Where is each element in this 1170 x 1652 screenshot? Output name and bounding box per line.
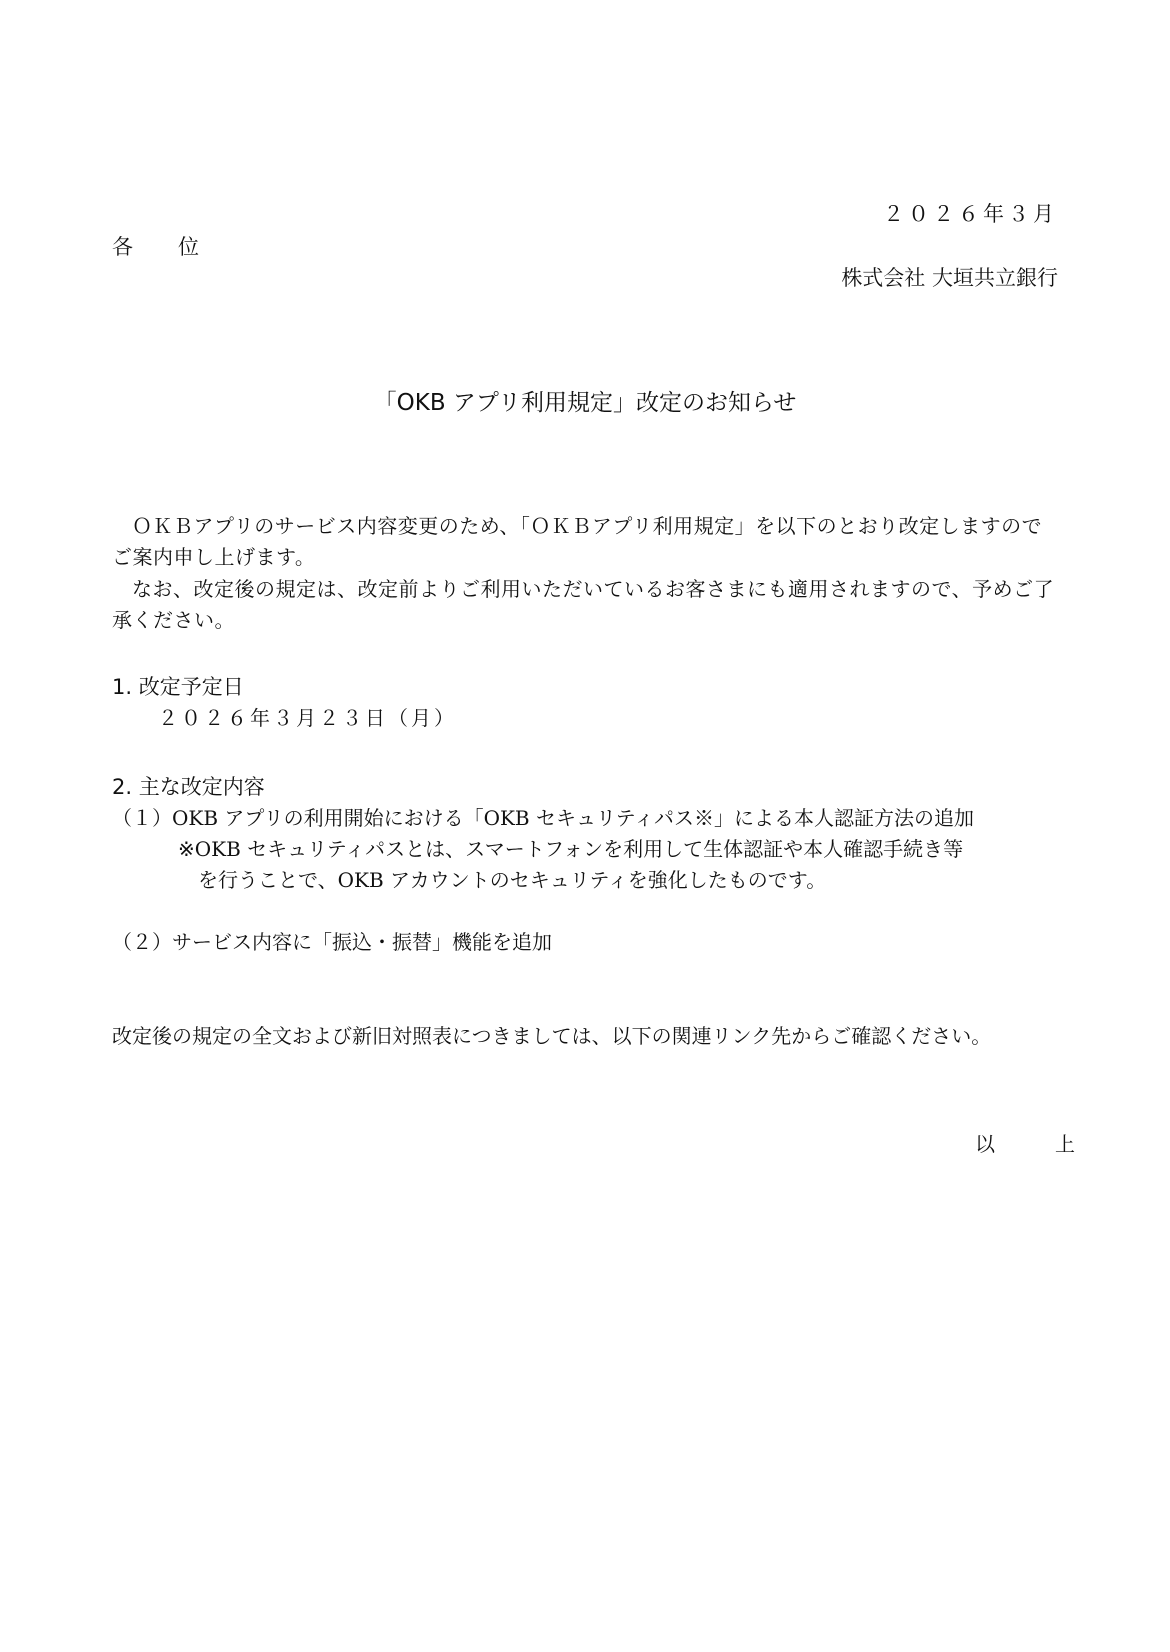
end-mark: 以 上 xyxy=(975,1132,1095,1156)
revision-item-1: （１）OKB アプリの利用開始における「OKB セキュリティパス※」による本人認証方法の追加 xyxy=(112,806,974,830)
intro-paragraph-2: なお、改定後の規定は、改定前よりご利用いただいているお客さまにも適用されますので、予めご了承ください。 xyxy=(112,577,1055,632)
issuer-name: 株式会社 大垣共立銀行 xyxy=(841,266,1058,290)
section-1-heading: 1. 改定予定日 xyxy=(112,675,244,699)
revision-item-1-note-line-2: を行うことで、OKB アカウントのセキュリティを強化したものです。 xyxy=(198,868,827,892)
addressee: 各 位 xyxy=(112,235,211,259)
issue-date: ２０２６年３月 xyxy=(883,202,1058,226)
intro-paragraph-1: ＯＫＢアプリのサービス内容変更のため、「ＯＫＢアプリ利用規定」を以下のとおり改定しますのでご案内申し上げます。 xyxy=(112,514,1043,569)
revision-item-2: （２）サービス内容に「振込・振替」機能を追加 xyxy=(112,930,552,954)
revision-date: ２０２６年３月２３日（月） xyxy=(158,706,457,730)
section-2-heading: 2. 主な改定内容 xyxy=(112,775,265,799)
document-title: 「OKB アプリ利用規定」改定のお知らせ xyxy=(373,390,797,416)
closing-text: 改定後の規定の全文および新旧対照表につきましては、以下の関連リンク先からご確認ください。 xyxy=(112,1024,992,1048)
revision-item-1-note-line-1: ※OKB セキュリティパスとは、スマートフォンを利用して生体認証や本人確認手続き等 xyxy=(178,837,964,861)
